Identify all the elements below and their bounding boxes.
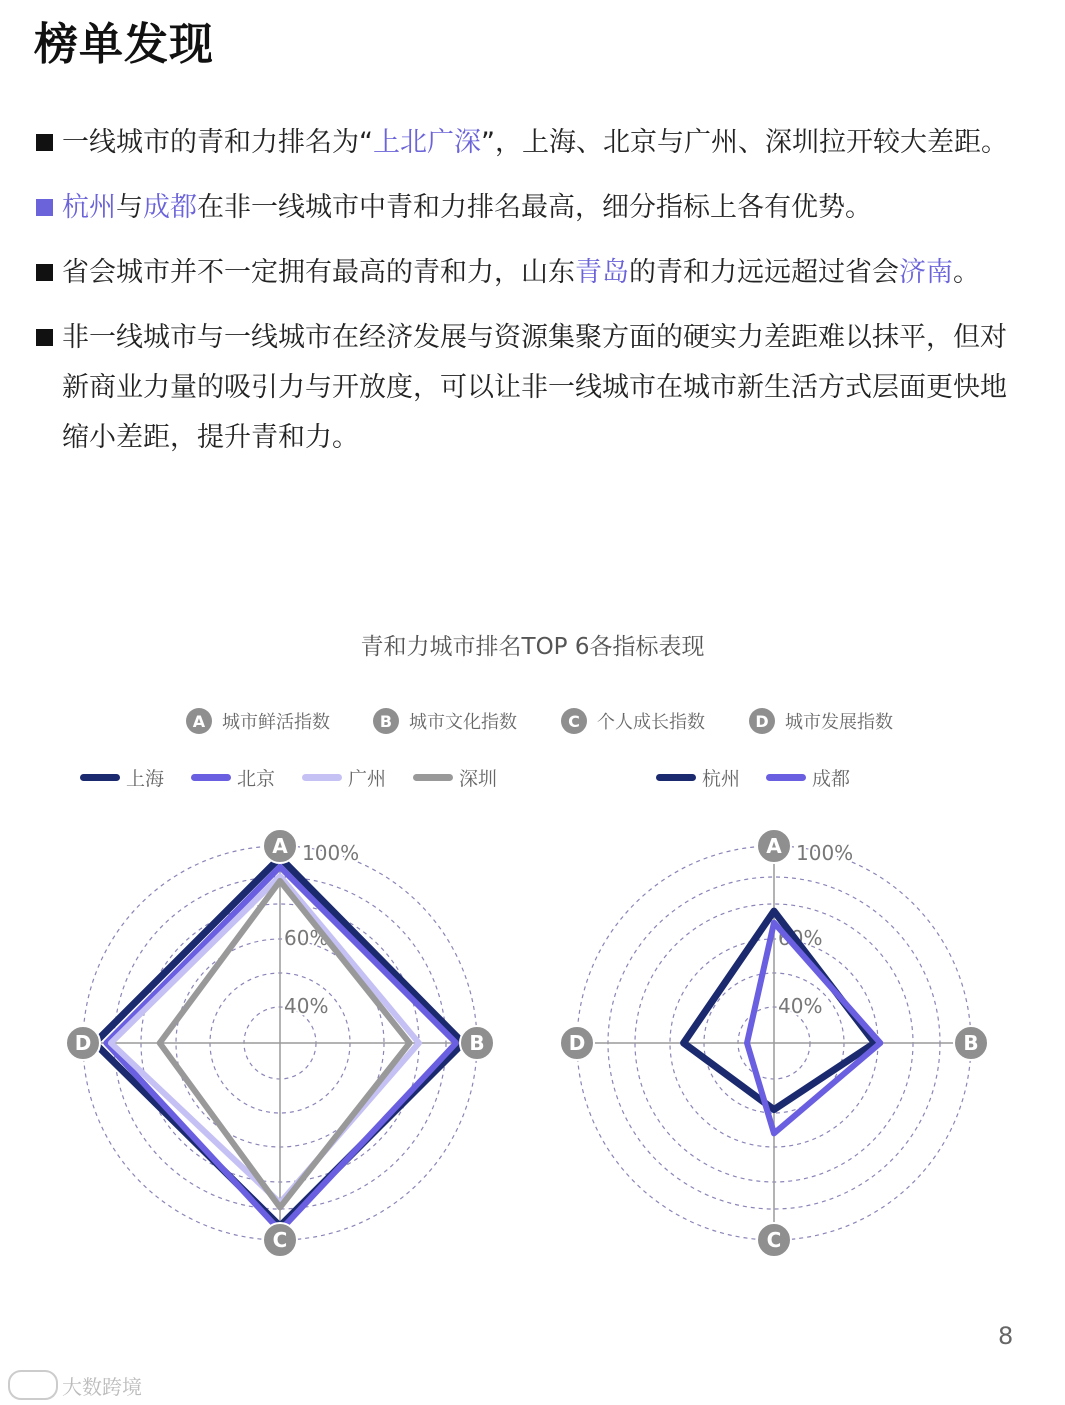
legend-item [191, 764, 275, 791]
axis-badge-letter: C [766, 1228, 782, 1252]
axis-legend [0, 708, 1065, 742]
axis-badge-letter: B [469, 1031, 485, 1055]
axis-badge-letter: A [272, 834, 288, 858]
axis-badge-A [757, 829, 791, 863]
legend-item [766, 764, 850, 791]
tick-label: 40% [284, 994, 329, 1018]
legend-swatch [80, 774, 120, 781]
page-title: 榜单发现 [34, 19, 214, 70]
bullet-item [36, 248, 1026, 298]
legend-label: 上海 [126, 768, 165, 790]
watermark [8, 1370, 142, 1400]
page-number: 8 [998, 1322, 1014, 1350]
axis-legend-item-d [749, 708, 893, 734]
bullet-text: 一线城市的青和力排名为“ [62, 127, 373, 158]
legend-label: 北京 [237, 768, 276, 790]
legend-swatch [413, 774, 453, 781]
axis-legend-label: 城市发展指数 [785, 712, 893, 733]
axis-badge-letter: D [568, 1031, 586, 1055]
highlight-text: 杭州 [62, 192, 116, 223]
axis-badge-icon: A [186, 708, 212, 734]
highlight-text: 上北广深 [373, 127, 481, 158]
bullet-square-icon [36, 134, 53, 151]
axis-badge-B [460, 1026, 494, 1060]
legend-swatch [656, 774, 696, 781]
bullet-text: 在非一线城市中青和力排名最高，细分指标上各有优势。 [197, 192, 872, 223]
axis-badge-C [757, 1223, 791, 1257]
legend-label: 成都 [812, 768, 851, 790]
bullet-text: ”，上海、北京与广州、深圳拉开较大差距。 [481, 127, 1008, 158]
legend-item [302, 764, 386, 791]
tick-label: 100% [302, 841, 360, 865]
bullet-item [36, 183, 1026, 233]
axis-legend-item-a [186, 708, 330, 734]
axis-badge-D [560, 1026, 594, 1060]
bullet-item [36, 118, 1026, 168]
axis-legend-item-c [561, 708, 705, 734]
axis-legend-item-b [373, 708, 517, 734]
legend-item [413, 764, 497, 791]
legend-swatch [766, 774, 806, 781]
radar-chart-right [534, 810, 1014, 1290]
bullet-text: 非一线城市与一线城市在经济发展与资源集聚方面的硬实力差距难以抹平，但对新商业力量的吸引力与开放度，可以让非一线城市在城市新生活方式层面更快地缩小差距，提升青和力。 [62, 322, 1007, 453]
axis-badge-A [263, 829, 297, 863]
axis-legend-label: 城市鲜活指数 [222, 712, 330, 733]
bullet-list [36, 118, 1026, 478]
watermark-text: 大数跨境 [62, 1374, 142, 1399]
axis-badge-icon: C [561, 708, 587, 734]
tick-label: 60% [284, 926, 329, 950]
axis-legend-label: 个人成长指数 [597, 712, 705, 733]
radar-chart-left [40, 810, 520, 1290]
axis-badge-icon: B [373, 708, 399, 734]
bullet-item [36, 313, 1026, 463]
axis-legend-label: 城市文化指数 [409, 712, 517, 733]
bullet-square-icon [36, 329, 53, 346]
legend-swatch [191, 774, 231, 781]
legend-swatch [302, 774, 342, 781]
legend-label: 深圳 [459, 768, 498, 790]
bullet-text: 的青和力远远超过省会 [629, 257, 899, 288]
bullet-square-icon [36, 264, 53, 281]
chart-title: 青和力城市排名TOP 6各指标表现 [360, 634, 705, 660]
legend-label: 杭州 [702, 768, 741, 790]
watermark-logo-icon [8, 1370, 58, 1400]
tick-label: 100% [796, 841, 854, 865]
tick-label: 40% [778, 994, 823, 1018]
series-polygon-广州 [111, 876, 419, 1203]
legend-item [656, 764, 740, 791]
legend-label: 广州 [348, 768, 387, 790]
tick-label: 60% [778, 926, 823, 950]
axis-badge-letter: B [963, 1031, 979, 1055]
highlight-text: 青岛 [575, 257, 629, 288]
bullet-text: 。 [953, 257, 980, 288]
axis-badge-B [954, 1026, 988, 1060]
axis-badge-letter: C [272, 1228, 288, 1252]
axis-badge-letter: D [74, 1031, 92, 1055]
axis-badge-icon: D [749, 708, 775, 734]
bullet-text: 与 [116, 192, 143, 223]
highlight-text: 成都 [143, 192, 197, 223]
highlight-text: 济南 [899, 257, 953, 288]
bullet-square-icon [36, 199, 53, 216]
axis-badge-C [263, 1223, 297, 1257]
bullet-text: 省会城市并不一定拥有最高的青和力，山东 [62, 257, 575, 288]
axis-badge-D [66, 1026, 100, 1060]
axis-badge-letter: A [766, 834, 782, 858]
legend-item [80, 764, 164, 791]
